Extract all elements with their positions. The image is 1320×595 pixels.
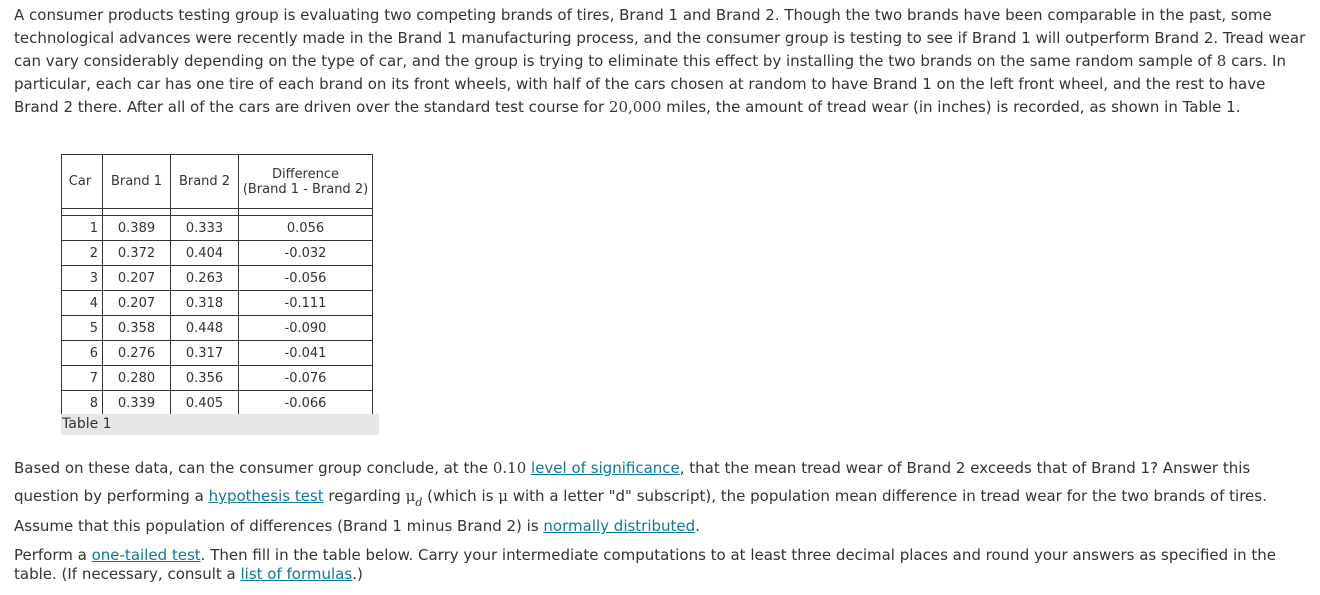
question-text-7: .: [695, 517, 700, 535]
instructions-paragraph: [14, 546, 1310, 584]
cell-brand1: 0.207: [103, 266, 171, 291]
question-text-1: Based on these data, can the consumer group conclude, at the: [14, 459, 493, 477]
cell-car: 2: [62, 241, 103, 266]
cell-difference: -0.111: [239, 291, 373, 316]
table-caption: Table 1: [61, 414, 379, 435]
header-difference-line2: (Brand 1 - Brand 2): [242, 181, 369, 197]
cell-brand1: 0.358: [103, 316, 171, 341]
header-difference-line1: Difference: [271, 166, 340, 182]
table-header-row: [62, 155, 373, 209]
normally-distributed-link[interactable]: normally distributed: [543, 517, 696, 535]
cell-brand1: 0.389: [103, 216, 171, 241]
cell-difference: -0.041: [239, 341, 373, 366]
miles-value: 20,000: [608, 98, 662, 116]
table-row: [62, 291, 373, 316]
header-brand1: Brand 1: [103, 155, 171, 209]
instructions-text-3: .): [352, 565, 363, 583]
one-tailed-test-link[interactable]: one-tailed test: [91, 546, 201, 564]
header-brand2: Brand 2: [171, 155, 239, 209]
table-row: [62, 266, 373, 291]
question-paragraph: [14, 454, 1310, 540]
level-of-significance-link[interactable]: level of significance: [531, 459, 680, 477]
cell-brand1: 0.372: [103, 241, 171, 266]
question-text-3: , that the mean tread wear of Brand 2 exceeds that of Brand 1? Answer this question by performing a: [14, 459, 1251, 505]
table-row: [62, 366, 373, 391]
sample-size: 8: [1216, 52, 1227, 70]
cell-car: 3: [62, 266, 103, 291]
cell-difference: -0.090: [239, 316, 373, 341]
cell-brand2: 0.448: [171, 316, 239, 341]
cell-car: 5: [62, 316, 103, 341]
intro-paragraph: [14, 4, 1310, 119]
cell-difference: -0.066: [239, 391, 373, 416]
cell-brand1: 0.339: [103, 391, 171, 416]
mu-symbol-inline: μ: [498, 487, 508, 505]
intro-text-end: miles, the amount of tread wear (in inches) is recorded, as shown in Table 1.: [661, 98, 1241, 116]
tread-wear-table: [61, 154, 373, 416]
cell-car: 6: [62, 341, 103, 366]
cell-brand1: 0.276: [103, 341, 171, 366]
instructions-text-1: Perform a: [14, 546, 92, 564]
cell-car: 8: [62, 391, 103, 416]
table-row: [62, 216, 373, 241]
cell-brand2: 0.356: [171, 366, 239, 391]
question-text-6: with a letter "d" subscript), the population mean difference in tread wear for the two brands of tires. Assume that this population of differences (Brand 1 minus Brand 2) is: [14, 487, 1267, 535]
cell-difference: 0.056: [239, 216, 373, 241]
cell-brand1: 0.207: [103, 291, 171, 316]
cell-brand2: 0.404: [171, 241, 239, 266]
mu-subscript: d: [415, 496, 423, 509]
header-car: Car: [62, 155, 103, 209]
question-text-4: regarding: [323, 487, 406, 505]
table-row: [62, 341, 373, 366]
intro-text: A consumer products testing group is evaluating two competing brands of tires, Brand 1 and Brand 2. Though the two brands have been comparable in the past, some technological advances were recently made in the Brand 1 manufacturing process, and the consumer group is testing to see if Brand 1 will outperform Brand 2. Tread wear can vary considerably depending on the type of car, and the group is trying to eliminate this effect by installing the two brands on the same random sample of: [14, 6, 1306, 70]
instructions-text-2: . Then fill in the table below. Carry your intermediate computations to at least three decimal places and round your answers as specified in the table. (If necessary, consult a: [14, 546, 1277, 583]
cell-brand1: 0.280: [103, 366, 171, 391]
cell-difference: -0.032: [239, 241, 373, 266]
cell-car: 1: [62, 216, 103, 241]
question-text-5: (which is: [422, 487, 499, 505]
cell-brand2: 0.263: [171, 266, 239, 291]
hypothesis-test-link[interactable]: hypothesis test: [208, 487, 324, 505]
cell-brand2: 0.318: [171, 291, 239, 316]
intro-text-mid: cars. In particular, each car has one tire of each brand on its front wheels, with half of the cars chosen at random to have Brand 1 on the left front wheel, and the rest to have Brand 2 there. After all of the cars are driven over the standard test course for: [14, 52, 1286, 116]
cell-difference: -0.076: [239, 366, 373, 391]
cell-brand2: 0.405: [171, 391, 239, 416]
mu-symbol: μ: [405, 487, 416, 505]
table-row: [62, 391, 373, 416]
header-difference: [239, 155, 373, 209]
table-spacer-row: [62, 209, 373, 216]
table-row: [62, 241, 373, 266]
cell-brand2: 0.317: [171, 341, 239, 366]
tread-wear-table-container: [61, 154, 373, 416]
cell-difference: -0.056: [239, 266, 373, 291]
cell-brand2: 0.333: [171, 216, 239, 241]
list-of-formulas-link[interactable]: list of formulas: [240, 565, 353, 583]
cell-car: 4: [62, 291, 103, 316]
table-row: [62, 316, 373, 341]
significance-value: 0.10: [492, 459, 527, 477]
cell-car: 7: [62, 366, 103, 391]
